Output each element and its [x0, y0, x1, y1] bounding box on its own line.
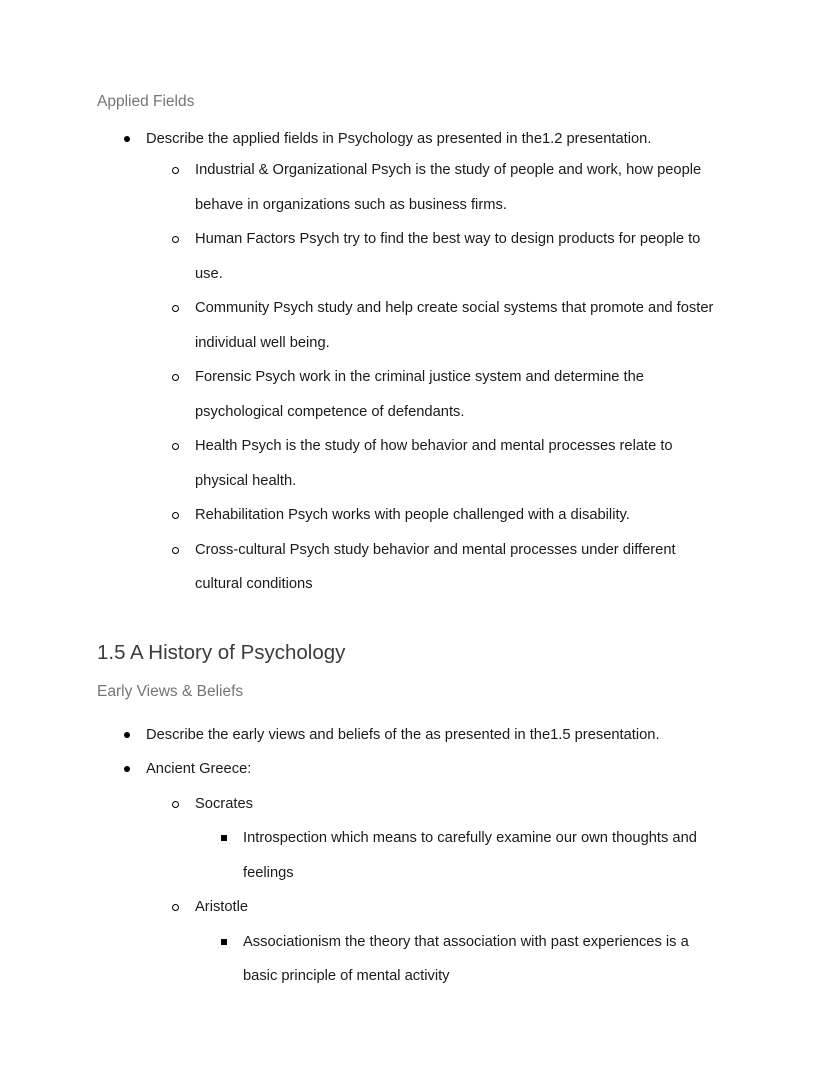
bullet-text: Describe the early views and beliefs of the as presented in the1.5 presentation. — [146, 726, 660, 743]
list-item — [172, 533, 722, 602]
list-item — [172, 890, 722, 925]
section-heading-applied-fields: Applied Fields — [97, 93, 195, 110]
square-bullet-icon — [221, 835, 227, 841]
list-item — [172, 222, 722, 291]
circle-bullet-icon — [172, 512, 179, 519]
bullet-text: Aristotle — [195, 899, 249, 915]
circle-bullet-icon — [172, 374, 179, 381]
circle-bullet-icon — [172, 801, 179, 808]
bullet-text: Associationism the theory that association with past experiences is a basic principle of mental activity — [243, 933, 689, 984]
list-item — [124, 128, 722, 150]
bullet-text: Health Psych is the study of how behavior and mental processes relate to physical health. — [195, 438, 673, 489]
bullet-text: Ancient Greece: — [146, 761, 252, 777]
list-item — [124, 718, 722, 753]
circle-bullet-icon — [172, 236, 179, 243]
bullet-text: Human Factors Psych try to find the best way to design products for people to use. — [195, 231, 701, 282]
disc-bullet-icon — [124, 766, 130, 772]
bullet-text: Industrial & Organizational Psych is the study of people and work, how people behave in organizations such as business firms. — [195, 162, 702, 213]
list-item — [172, 787, 722, 822]
section-heading-history: 1.5 A History of Psychology — [97, 640, 346, 664]
circle-bullet-icon — [172, 167, 179, 174]
list-item — [172, 429, 722, 498]
bullet-text: Rehabilitation Psych works with people challenged with a disability. — [195, 507, 630, 523]
list-item — [172, 498, 722, 533]
circle-bullet-icon — [172, 547, 179, 554]
bullet-text: Community Psych study and help create social systems that promote and foster individual well being. — [195, 300, 714, 351]
bullet-text: Describe the applied fields in Psychology as presented in the1.2 presentation. — [146, 131, 652, 147]
bullet-text: Forensic Psych work in the criminal justice system and determine the psychological competence of defendants. — [195, 369, 644, 420]
disc-bullet-icon — [124, 136, 130, 142]
list-item — [221, 821, 722, 890]
circle-bullet-icon — [172, 305, 179, 312]
disc-bullet-icon — [124, 732, 130, 738]
circle-bullet-icon — [172, 443, 179, 450]
bullet-text: Introspection which means to carefully examine our own thoughts and feelings — [243, 830, 697, 881]
bullet-text: Socrates — [195, 795, 253, 812]
square-bullet-icon — [221, 939, 227, 945]
circle-bullet-icon — [172, 904, 179, 911]
list-item — [124, 752, 722, 787]
bullet-text: Cross-cultural Psych study behavior and mental processes under different cultural conditions — [195, 541, 676, 592]
list-item — [172, 360, 722, 429]
list-item — [172, 153, 722, 222]
section-heading-early-views: Early Views & Beliefs — [97, 682, 244, 700]
list-item — [172, 291, 722, 360]
list-item — [221, 925, 722, 994]
